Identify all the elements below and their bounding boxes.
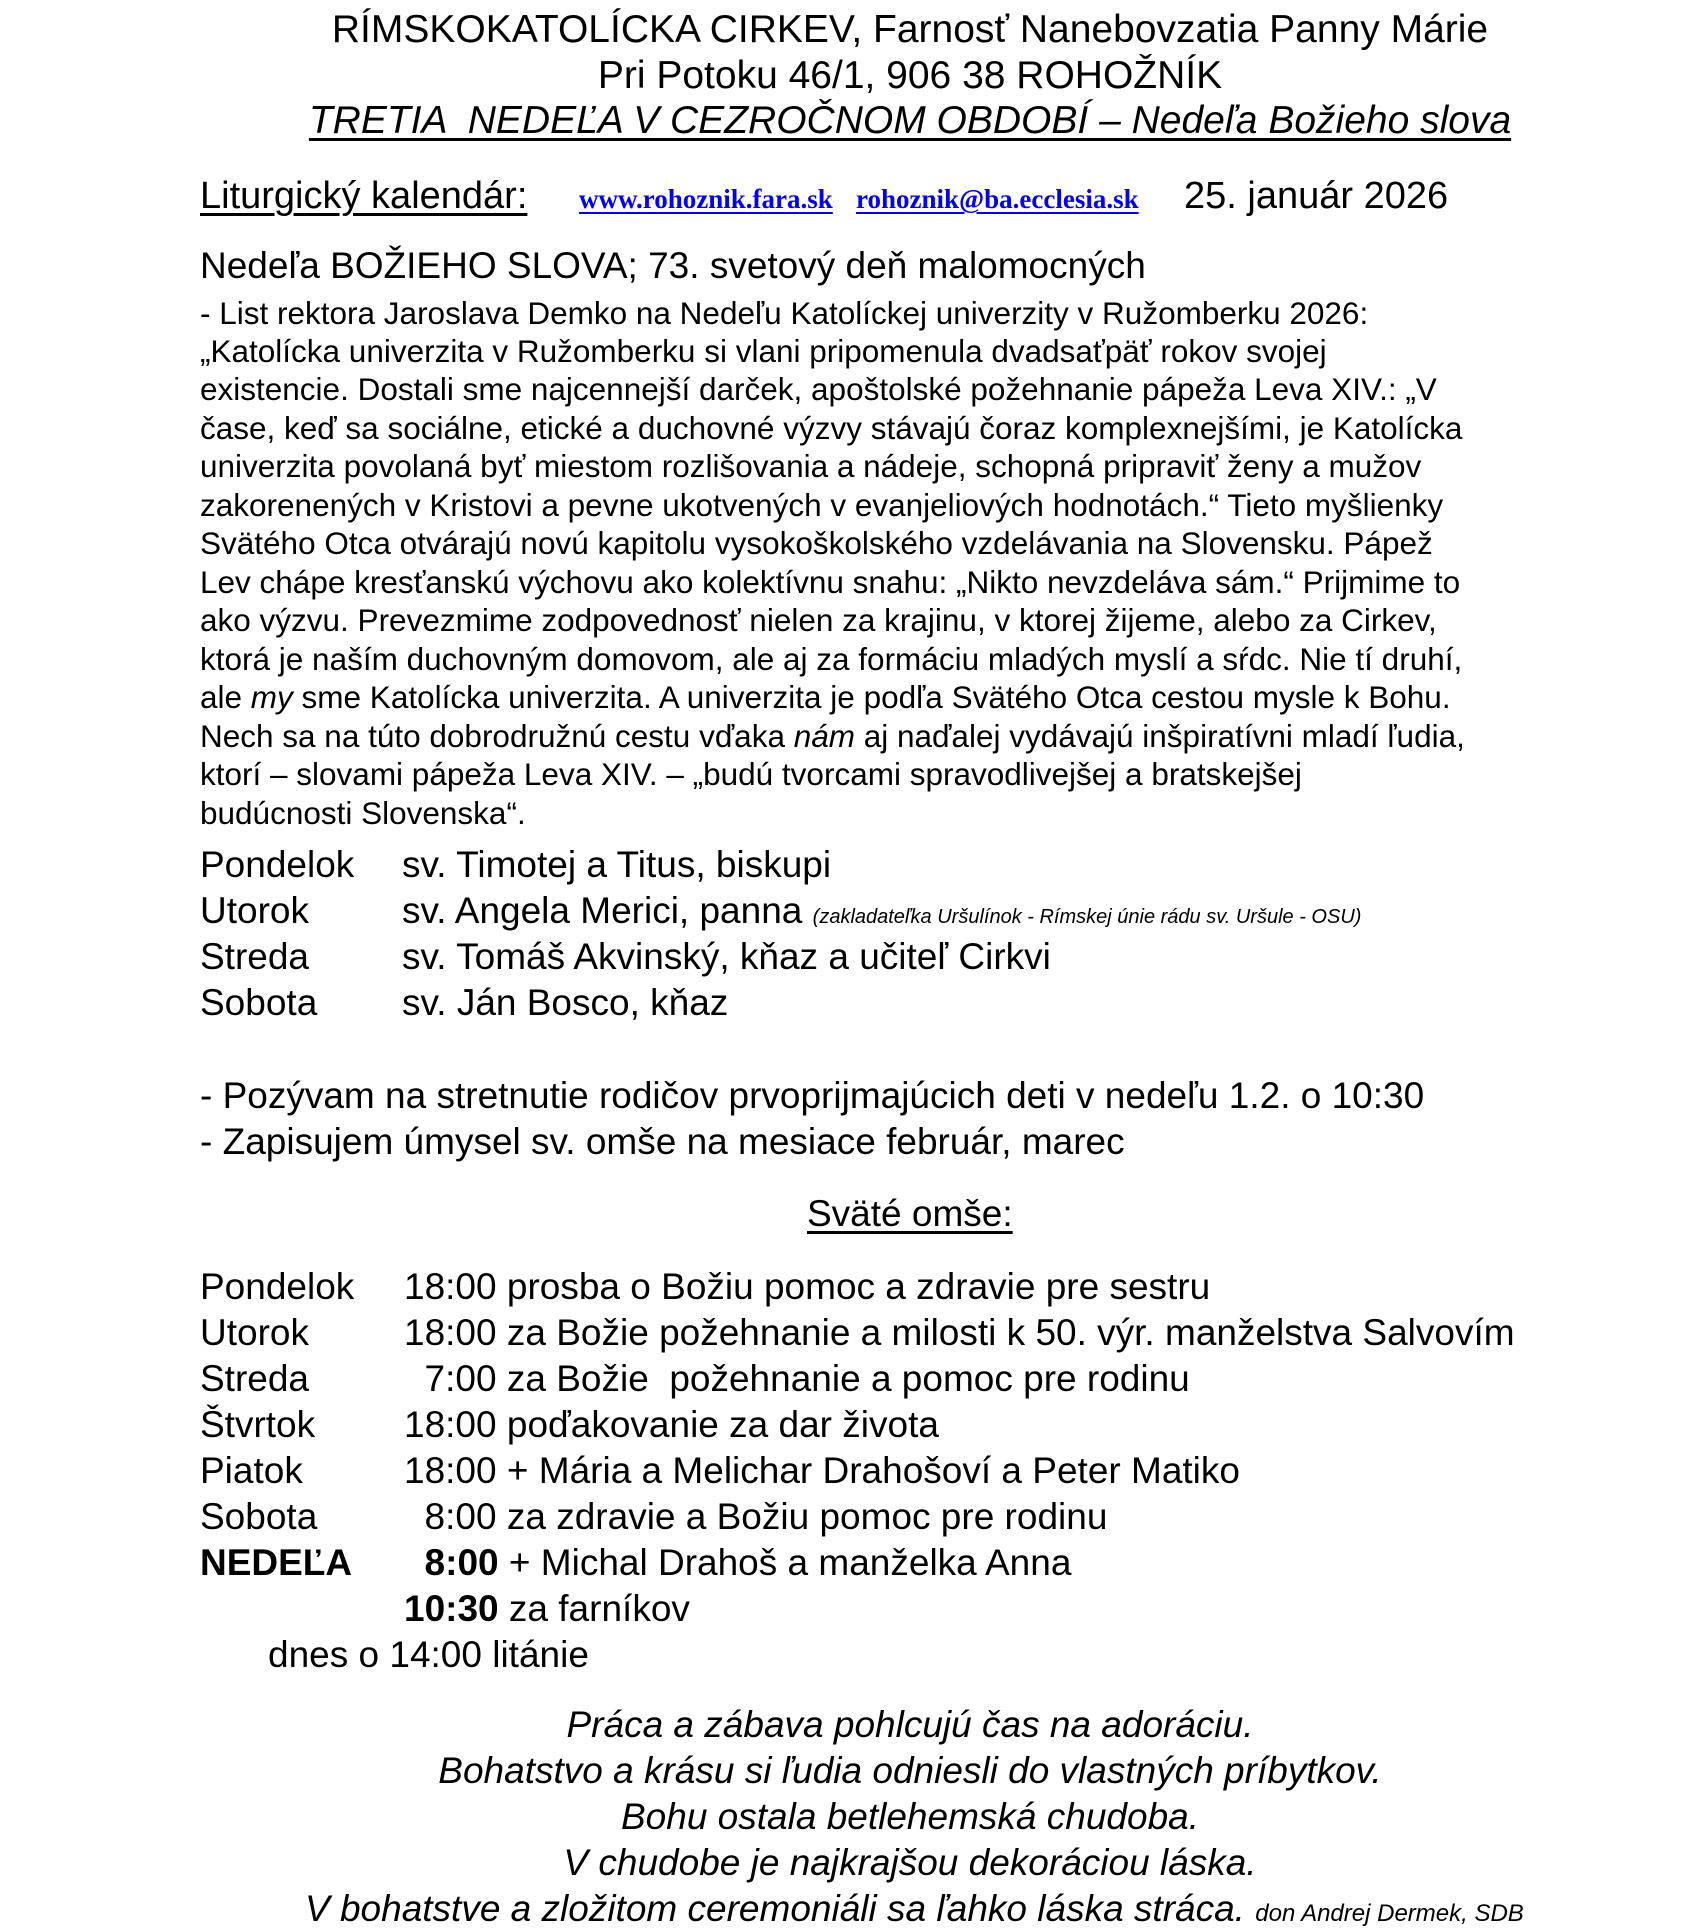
letter-line: existencie. Dostali sme najcennejší darček, apoštolské požehnanie pápeža Leva XIV.: „V <box>200 371 1437 407</box>
quote-line: V chudobe je najkrajšou dekoráciou láska. <box>563 1842 1257 1883</box>
mass-day-sunday: NEDEĽA <box>200 1542 353 1583</box>
mass-day: Piatok <box>200 1450 303 1491</box>
letter-line: Lev chápe kresťanskú výchovu ako kolektívnu snahu: „Nikto nevzdeláva sám.“ Prijmime to <box>200 564 1461 600</box>
letter-line: univerzita povolaná byť miestom rozlišovania a nádeje, schopná pripraviť ženy a mužov <box>200 448 1422 484</box>
letter-text: ale <box>200 679 251 715</box>
mass-day: Utorok <box>200 1312 309 1353</box>
mass-entry <box>404 1360 1190 1397</box>
feast-note: (zakladateľka Uršulínok - Rímskej únie rádu sv. Uršule - OSU) <box>812 906 1362 928</box>
feast-saint: sv. Ján Bosco, kňaz <box>402 982 729 1023</box>
letter-text: Nech sa na túto dobrodružnú cestu vďaka <box>200 718 794 754</box>
mass-intention: za Božie požehnanie a pomoc pre rodinu <box>496 1358 1190 1399</box>
feast-saint: sv. Timotej a Titus, biskupi <box>402 844 832 885</box>
mass-day: Sobota <box>200 1496 318 1537</box>
letter-text: aj naďalej vydávajú inšpiratívni mladí ľudia, <box>855 718 1465 754</box>
feast-saint <box>402 892 1361 929</box>
mass-entry <box>404 1314 1515 1351</box>
mass-intention: za zdravie a Božiu pomoc pre rodinu <box>496 1496 1108 1537</box>
announcement: - Pozývam na stretnutie rodičov prvoprijmajúcich deti v nedeľu 1.2. o 10:30 <box>200 1075 1425 1116</box>
mass-intention: + Michal Drahoš a manželka Anna <box>498 1542 1072 1583</box>
mass-intention: + Mária a Melichar Drahošoví a Peter Matiko <box>496 1450 1240 1491</box>
letter-line: ktorí – slovami pápeža Leva XIV. – „budú tvorcami spravodlivejšej a bratskejšej <box>200 756 1302 792</box>
mass-entry <box>404 1590 690 1627</box>
mass-entry <box>404 1268 1210 1305</box>
mass-time: 18:00 <box>404 1266 497 1307</box>
letter-emphasis: my <box>250 679 293 715</box>
mass-intention: za Božie požehnanie a milosti k 50. výr. manželstva Salvovím <box>496 1312 1515 1353</box>
mass-time: 8:00 <box>404 1542 499 1583</box>
sunday-heading: TRETIA NEDEĽA V CEZROČNOM OBDOBÍ – Nedeľa Božieho slova <box>308 99 1512 142</box>
feast-day: Utorok <box>200 890 309 931</box>
feast-day: Pondelok <box>200 844 355 885</box>
announcement: - Zapisujem úmysel sv. omše na mesiace február, marec <box>200 1121 1125 1162</box>
mass-day: Streda <box>200 1358 310 1399</box>
email-link[interactable]: rohoznik@ba.ecclesia.sk <box>856 184 1139 214</box>
website-link[interactable]: www.rohoznik.fara.sk <box>579 184 833 214</box>
liturgical-calendar-label: Liturgický kalendár: <box>200 175 528 217</box>
quote-line: Práca a zábava pohlcujú čas na adoráciu. <box>566 1704 1254 1745</box>
letter-emphasis: nám <box>793 718 855 754</box>
letter-text: sme Katolícka univerzita. A univerzita je podľa Svätého Otca cestou mysle k Bohu. <box>292 679 1451 715</box>
mass-time: 18:00 <box>404 1312 497 1353</box>
mass-intention: za farníkov <box>498 1588 690 1629</box>
letter-line: ktorá je naším duchovným domovom, ale aj za formáciu mladých myslí a sŕdc. Nie tí druhí, <box>200 641 1463 677</box>
mass-day: Pondelok <box>200 1266 355 1307</box>
quote-line: Bohatstvo a krásu si ľudia odniesli do vlastných príbytkov. <box>438 1750 1382 1791</box>
letter-line: zakorenených v Kristovi a pevne ukotvených v evanjeliových hodnotách.“ Tieto myšlienky <box>200 487 1444 523</box>
letter-line: „Katolícka univerzita v Ružomberku si vlani pripomenula dvadsaťpäť rokov svojej <box>200 333 1327 369</box>
mass-time: 18:00 <box>404 1450 497 1491</box>
mass-intention: poďakovanie za dar života <box>496 1404 939 1445</box>
litany-note: dnes o 14:00 litánie <box>268 1634 589 1675</box>
parish-address: Pri Potoku 46/1, 906 38 ROHOŽNÍK <box>597 54 1223 97</box>
bulletin-date: 25. január 2026 <box>1184 175 1449 217</box>
mass-time: 7:00 <box>404 1358 497 1399</box>
masses-heading: Sväté omše: <box>807 1193 1013 1234</box>
mass-time: 10:30 <box>404 1588 499 1629</box>
quote-author: don Andrej Dermek, SDB <box>1255 1900 1524 1927</box>
letter-line: budúcnosti Slovenska“. <box>200 795 526 831</box>
quote-line: Bohu ostala betlehemská chudoba. <box>620 1796 1200 1837</box>
quote-line <box>305 1890 1524 1927</box>
feast-saint-name: sv. Angela Merici, panna <box>402 890 803 931</box>
feast-saint: sv. Tomáš Akvinský, kňaz a učiteľ Cirkvi <box>402 936 1051 977</box>
letter-line: čase, keď sa sociálne, etické a duchovné výzvy stávajú čoraz komplexnejšími, je Katolícka <box>200 410 1463 446</box>
letter-line: Svätého Otca otvárajú novú kapitolu vysokoškolského vzdelávania na Slovensku. Pápež <box>200 525 1433 561</box>
letter-line <box>200 679 1451 715</box>
sunday-title: Nedeľa BOŽIEHO SLOVA; 73. svetový deň malomocných <box>200 245 1146 286</box>
mass-day: Štvrtok <box>200 1404 316 1445</box>
parish-name: RÍMSKOKATOLÍCKA CIRKEV, Farnosť Nanebovzatia Panny Márie <box>331 8 1489 51</box>
letter-line <box>200 718 1465 754</box>
letter-line: ako výzvu. Prevezmime zodpovednosť nielen za krajinu, v ktorej žijeme, alebo za Cirkev, <box>200 602 1437 638</box>
quote-text: V bohatstve a zložitom ceremoniáli sa ľahko láska stráca. <box>305 1888 1245 1929</box>
mass-entry <box>404 1452 1240 1489</box>
mass-time: 18:00 <box>404 1404 497 1445</box>
letter-line: - List rektora Jaroslava Demko na Nedeľu Katolíckej univerzity v Ružomberku 2026: <box>200 295 1369 331</box>
mass-time: 8:00 <box>404 1496 497 1537</box>
mass-entry <box>404 1544 1071 1581</box>
feast-day: Streda <box>200 936 310 977</box>
mass-entry <box>404 1406 939 1443</box>
mass-intention: prosba o Božiu pomoc a zdravie pre sestru <box>496 1266 1211 1307</box>
feast-day: Sobota <box>200 982 318 1023</box>
mass-entry <box>404 1498 1107 1535</box>
